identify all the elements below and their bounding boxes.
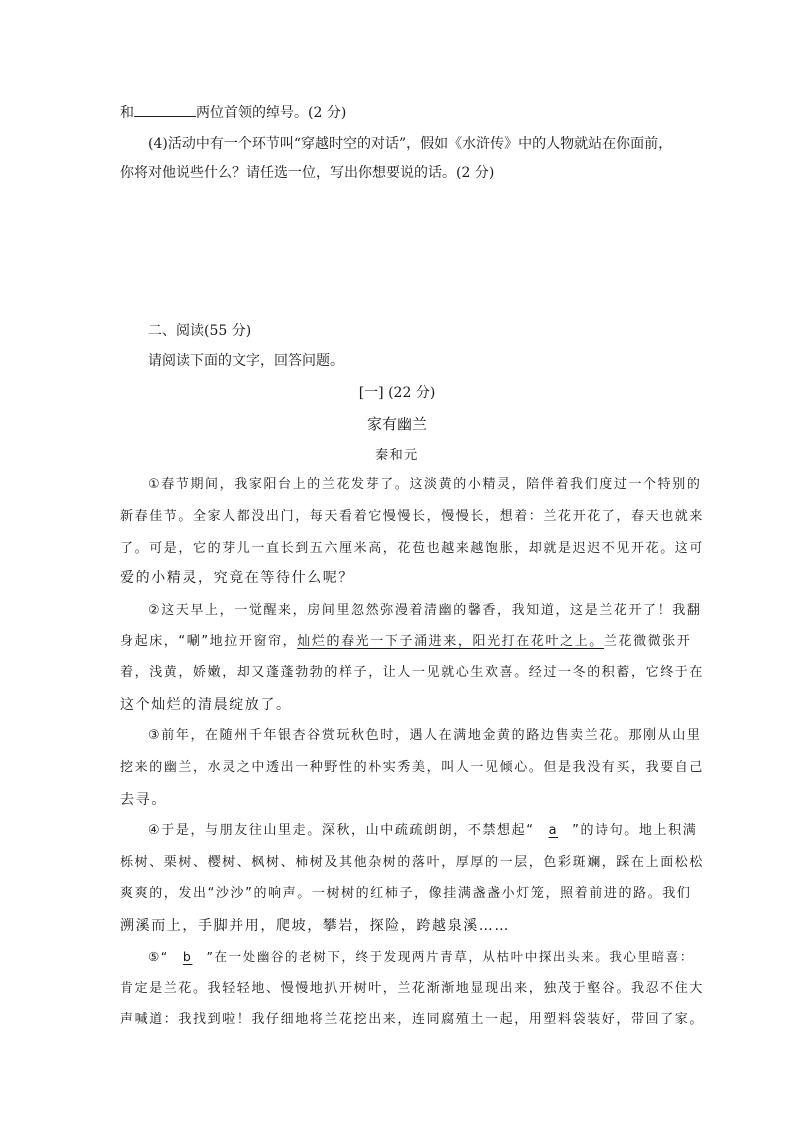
line-segment: ⑤“ <box>148 949 169 964</box>
article-title: 家有幽兰 <box>366 415 427 433</box>
question-4-line-2: 你将对他说些什么？请任选一位，写出你想要说的话。(2 分) <box>120 165 495 181</box>
article-line: ①春节期间，我家阳台上的兰花发芽了。这淡黄的小精灵，陪伴着我们度过一个特别的 <box>148 477 702 492</box>
part-label: [一] (22 分) <box>358 385 436 401</box>
section-instruction: 请阅读下面的文字，回答问题。 <box>148 353 344 369</box>
article-line: 去寻。 <box>120 792 167 808</box>
article-line: ③前年，在随州千年银杏谷赏玩秋色时，遇人在满地金黄的路边售卖兰花。那刚从山里 <box>148 728 702 743</box>
fill-blank-b: b <box>182 949 193 964</box>
article-line: 挖来的幽兰，水灵之中透出一种野性的朴实秀美，叫人一见倾心。但是我没有买，我要自己 <box>120 760 705 775</box>
article-line <box>148 821 697 841</box>
article-line: ②这天早上，一觉醒来，房间里忽然弥漫着清幽的馨香，我知道，这是兰花开了！我翻 <box>148 603 702 618</box>
question-4-line-1: (4)活动中有一个环节叫“穿越时空的对话”，假如《水浒传》中的人物就站在你面前， <box>148 136 673 152</box>
article-line: 这个灿烂的清晨绽放了。 <box>120 697 292 713</box>
underlined-sentence: 灿烂的春光一下子涌进来，阳光打在花叶之上。 <box>297 634 604 649</box>
line-segment: ”在一处幽谷的老树下，终于发现两片青草，从枯叶中探出头来。我心里暗喜： <box>206 949 694 964</box>
line-segment: 身起床，“唰”地拉开窗帘， <box>120 634 298 649</box>
article-author: 秦和元 <box>375 448 419 463</box>
article-line: 新春佳节。全家人都没出门，每天看着它慢慢长，慢慢长，想着：兰花开花了，春天也就来 <box>120 509 705 524</box>
answer-blank <box>134 102 196 117</box>
fill-blank-a: a <box>548 823 559 838</box>
line-segment: 兰花微微张开 <box>603 634 692 649</box>
section-heading: 二、阅读(55 分) <box>148 323 252 339</box>
article-line: 着，浅黄，娇嫩，却又蓬蓬勃勃的样子，让人一见就心生欢喜。经过一冬的积蓄，它终于在 <box>120 665 705 680</box>
article-line: 爽爽的，发出“沙沙”的响声。一树树的红柿子，像挂满盏盏小灯笼，照着前进的路。我们 <box>120 886 692 901</box>
question-3-tail <box>120 102 346 123</box>
article-line: 栎树、栗树、樱树、枫树、柿树及其他杂树的落叶，厚厚的一层，色彩斑斓，踩在上面松松 <box>120 855 705 870</box>
article-line: 溯溪而上，手脚并用，爬坡，攀岩，探险，跨越泉溪…… <box>120 918 510 934</box>
article-line: 声喊道：我找到啦！我仔细地将兰花挖出来，连同腐殖土一起，用塑料袋装好，带回了家。 <box>120 1012 705 1027</box>
q3-prefix: 和 <box>120 105 134 121</box>
line-segment: ”的诗句。地上积满 <box>572 823 698 838</box>
article-line <box>120 632 692 652</box>
article-line <box>148 947 694 967</box>
article-line: 肯定是兰花。我轻轻地、慢慢地扒开树叶，兰花渐渐地显现出来，独茂于壑谷。我忍不住大 <box>120 981 705 996</box>
article-line: 了。可是，它的芽儿一直长到五六厘米高，花苞也越来越饱胀，却就是迟迟不见开花。这可 <box>120 541 705 556</box>
q3-suffix: 两位首领的绰号。(2 分) <box>196 105 347 121</box>
article-line: 爱的小精灵，究竟在等待什么呢？ <box>120 570 354 586</box>
line-segment: ④于是，与朋友往山里走。深秋，山中疏疏朗朗，不禁想起“ <box>148 823 535 838</box>
